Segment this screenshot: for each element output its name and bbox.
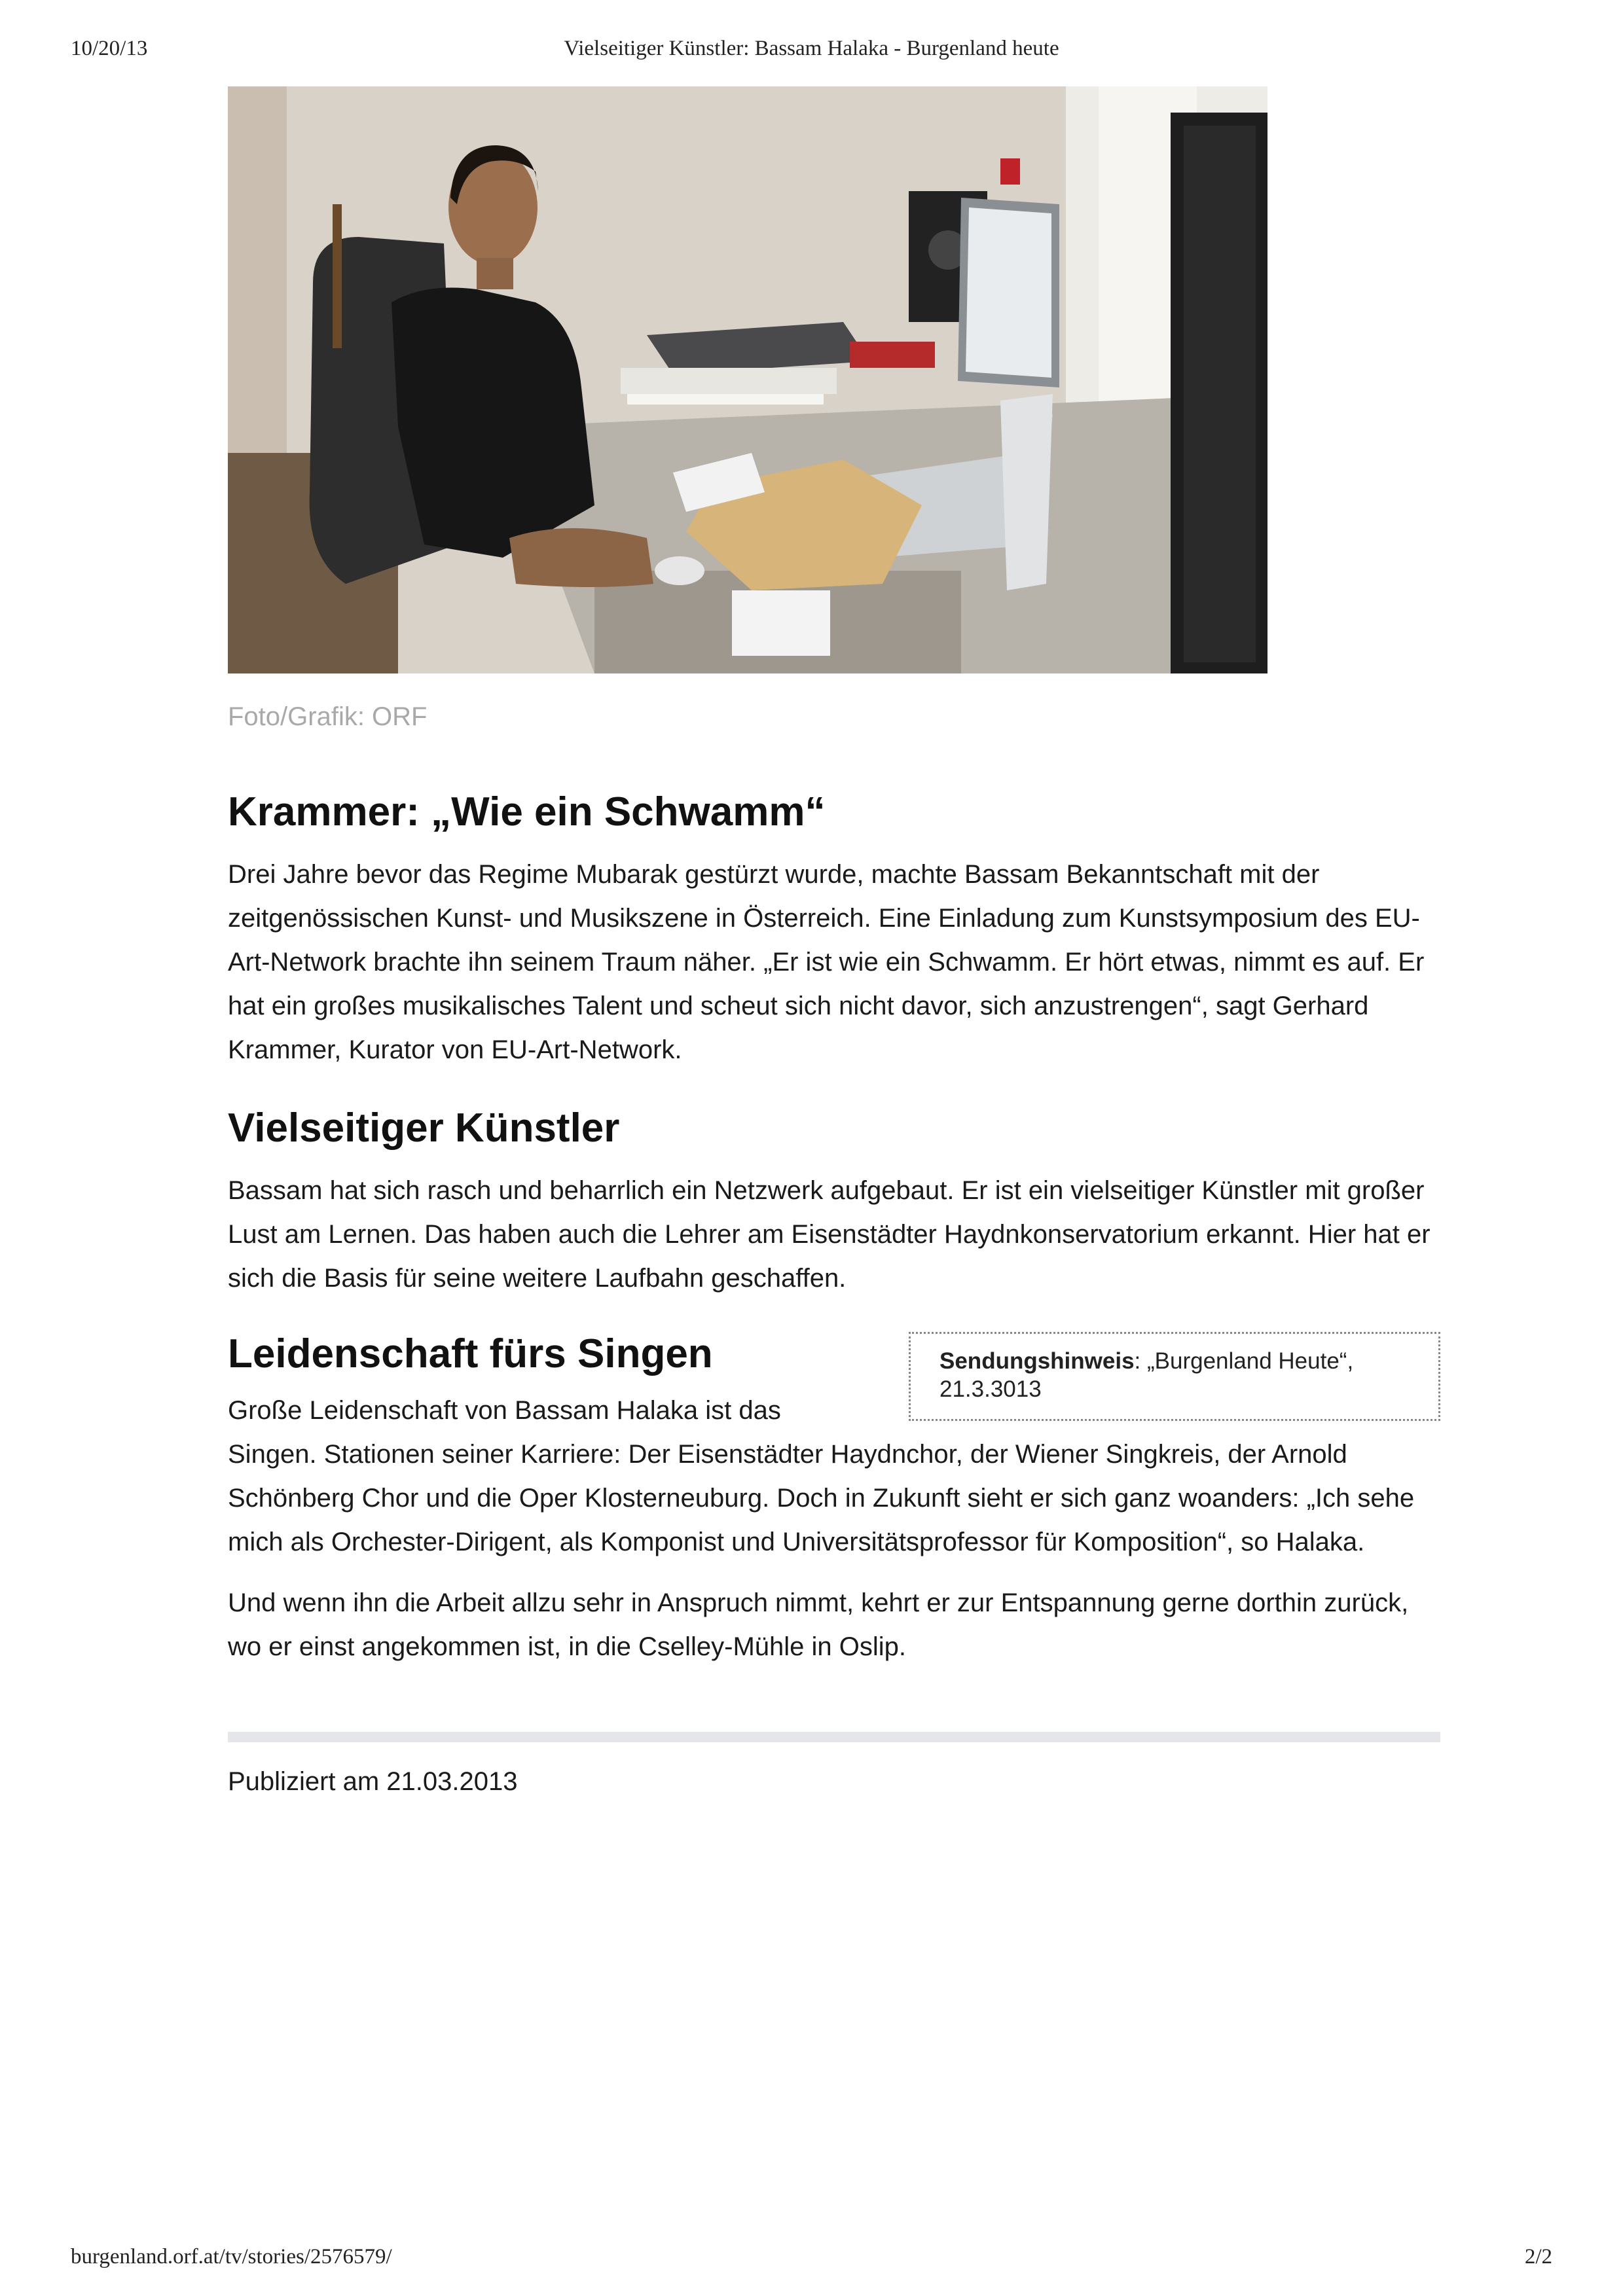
paragraph: Und wenn ihn die Arbeit allzu sehr in Anspruch nimmt, kehrt er zur Entspannung gerne dorthin zurück, wo er einst angekommen ist, in die Cselley-Mühle in Oslip. [228, 1588, 1409, 1661]
article [228, 86, 1440, 1797]
paragraph: Bassam hat sich rasch und beharrlich ein Netzwerk aufgebaut. Er ist ein vielseitiger Künstler mit großer Lust am Lernen. Das haben auch die Lehrer am Eisenstädter Haydnkonservatorium erkannt. Hier hat er sich die Basis für seine weitere Laufbahn geschaffen. [228, 1176, 1431, 1293]
print-date: 10/20/13 [71, 37, 148, 60]
published-date: Publiziert am 21.03.2013 [228, 1767, 518, 1796]
divider [228, 1732, 1440, 1742]
page-number: 2/2 [1524, 2245, 1552, 2269]
section-heading-krammer: Krammer: „Wie ein Schwamm“ [228, 789, 826, 834]
paragraph: Drei Jahre bevor das Regime Mubarak gestürzt wurde, machte Bassam Bekanntschaft mit der zeitgenössischen Kunst- und Musikszene in Österreich. Eine Einladung zum Kunstsymposium des EU-Art-Network brachte ihn seinem Traum näher. „Er ist wie ein Schwamm. Er hört etwas, nimmt es auf. Er hat ein großes musikalisches Talent und scheut sich nicht davor, sich anzustrengen“, sagt Gerhard Krammer, Kurator von EU-Art-Network. [228, 860, 1425, 1065]
print-header [71, 37, 1552, 69]
section-heading-leidenschaft: Leidenschaft fürs Singen [228, 1331, 713, 1377]
print-footer [71, 2245, 1552, 2278]
article-photo [228, 86, 1267, 673]
broadcast-notice-text: : „Burgenland Heute“, 21.3.3013 [939, 1348, 1354, 1403]
paragraph: Große Leidenschaft von Bassam Halaka ist das Singen. Stationen seiner Karriere: Der Eisenstädter Haydnchor, der Wiener Singkreis, der Arnold Schönberg Chor und die Oper Klosterneuburg. Doch in Zukunft sieht er sich ganz woanders: „Ich sehe mich als Orchester-Dirigent, als Komponist und Universitätsprofessor für Komposition“, so Halaka. [228, 1395, 1415, 1556]
section-heading-vielseitiger-kuenstler: Vielseitiger Künstler [228, 1105, 620, 1151]
photo-caption: Foto/Grafik: ORF [228, 702, 428, 731]
page-url: burgenland.orf.at/tv/stories/2576579/ [71, 2245, 392, 2269]
studio-photo-illustration [228, 86, 1267, 673]
broadcast-notice-label: Sendungshinweis [939, 1348, 1135, 1374]
broadcast-notice-box [909, 1332, 1440, 1421]
section-leidenschaft [228, 1332, 1440, 1668]
print-page-title: Vielseitiger Künstler: Bassam Halaka - Burgenland heute [564, 37, 1059, 60]
